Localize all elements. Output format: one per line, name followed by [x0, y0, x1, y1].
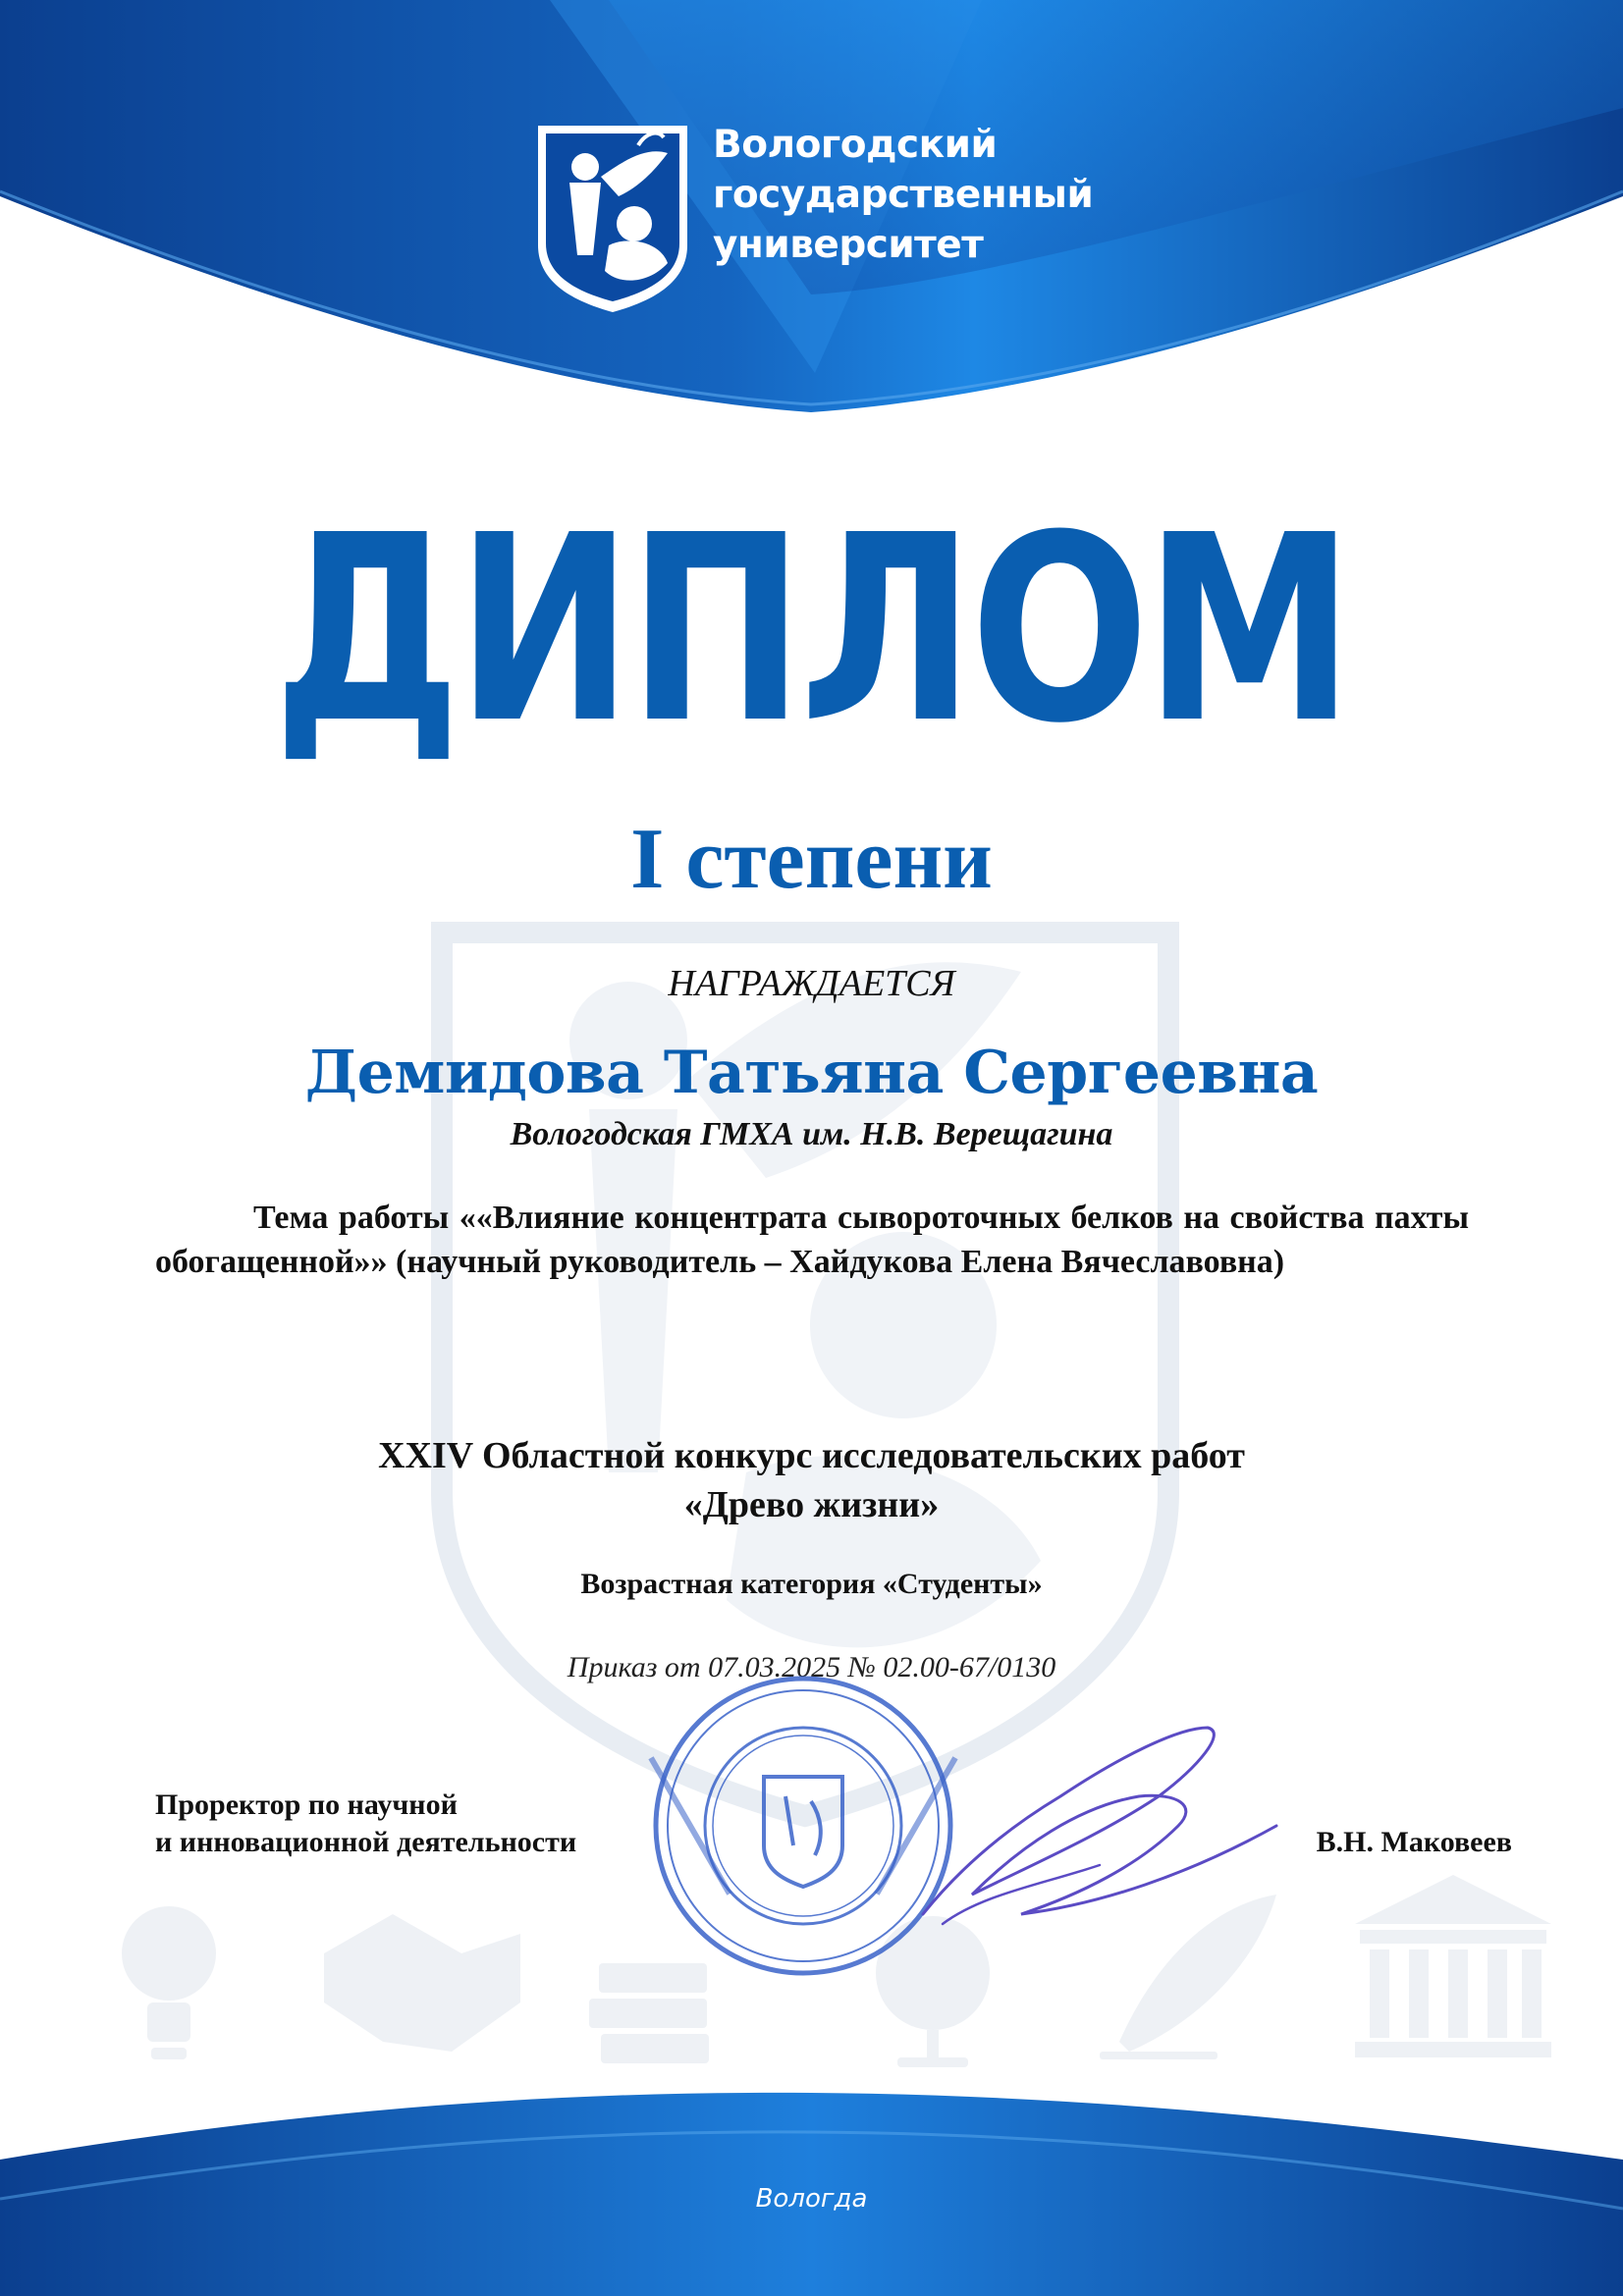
diploma-title: ДИПЛОМ: [273, 480, 1350, 779]
order-reference: Приказ от 07.03.2025 № 02.00-67/0130: [567, 1651, 1056, 1683]
recipient-name: Демидова Татьяна Сергеевна: [304, 1039, 1319, 1107]
footer-city: Вологда: [755, 2184, 868, 2214]
age-category: Возрастная категория «Студенты»: [580, 1568, 1043, 1600]
contest-line-1: XXIV Областной конкурс исследовательских работ: [378, 1435, 1245, 1476]
signer-position-line-2: и инновационной деятельности: [155, 1826, 577, 1858]
signer-position-line-1: Проректор по научной: [155, 1789, 458, 1821]
recipient-organization: Вологодская ГМХА им. Н.В. Верещагина: [510, 1116, 1113, 1152]
work-topic: Тема работы ««Влияние концентрата сывороточных белков на свойства пахты обогащенной»» (научный руководитель – Хайдукова Елена Вячеславовна): [155, 1200, 1469, 1280]
diploma-degree: I степени: [630, 812, 993, 907]
contest-line-2: «Древо жизни»: [683, 1484, 940, 1525]
university-name: Вологодский государственный университет: [713, 123, 1094, 267]
awarded-label: НАГРАЖДАЕТСЯ: [668, 963, 955, 1004]
signer-name: В.Н. Маковеев: [1316, 1826, 1512, 1858]
